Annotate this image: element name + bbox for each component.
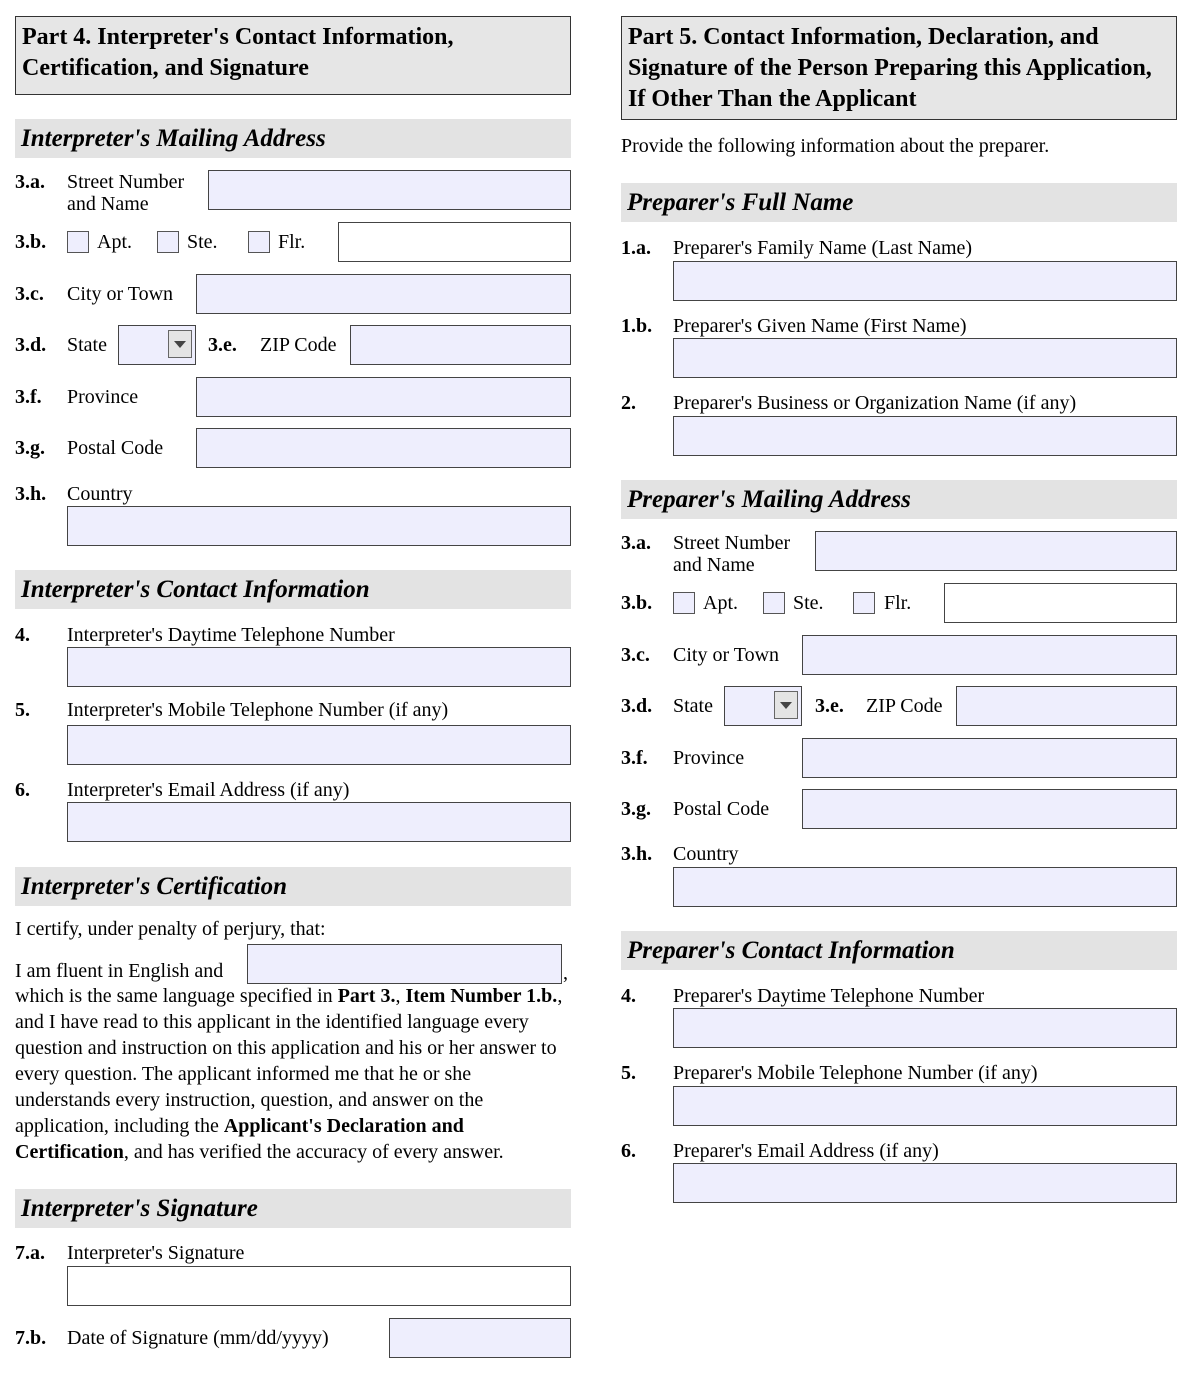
p5-q4-num: 4. xyxy=(621,985,636,1007)
q7b-num: 7.b. xyxy=(15,1327,47,1349)
preparer-province-input[interactable] xyxy=(802,738,1177,778)
p5-q3h-num: 3.h. xyxy=(621,843,653,865)
p5-q6-num: 6. xyxy=(621,1140,636,1162)
q3f-label: Province xyxy=(67,386,139,408)
preparer-zip-input[interactable] xyxy=(956,686,1177,726)
preparer-country-input[interactable] xyxy=(673,867,1177,907)
preparer-daytime-phone-input[interactable] xyxy=(673,1008,1177,1048)
q3d-num: 3.d. xyxy=(15,334,47,356)
p5-q2-label: Preparer's Business or Organization Name (if any) xyxy=(673,392,1077,414)
interpreter-country-input[interactable] xyxy=(67,506,571,546)
p5-q1b-num: 1.b. xyxy=(621,315,653,337)
preparer-given-name-input[interactable] xyxy=(673,338,1177,378)
q3a-num: 3.a. xyxy=(15,171,45,193)
p5-flr-label: Flr. xyxy=(884,592,912,614)
p5-q2-num: 2. xyxy=(621,392,636,414)
interpreter-ste-checkbox[interactable] xyxy=(157,231,179,253)
part5-intro: Provide the following information about the preparer. xyxy=(621,135,1050,157)
interpreter-mailing-header: Interpreter's Mailing Address xyxy=(15,119,571,158)
q4-num: 4. xyxy=(15,624,30,646)
p5-q3b-num: 3.b. xyxy=(621,592,653,614)
p5-q3d-num: 3.d. xyxy=(621,695,653,717)
q3g-label: Postal Code xyxy=(67,437,164,459)
interpreter-signature-date-input[interactable] xyxy=(389,1318,571,1358)
chevron-down-icon[interactable] xyxy=(168,330,192,358)
p5-q3a-num: 3.a. xyxy=(621,532,651,554)
interpreter-daytime-phone-input[interactable] xyxy=(67,647,571,687)
fluent-prefix: I am fluent in English and xyxy=(15,960,224,982)
q3c-num: 3.c. xyxy=(15,283,44,305)
p5-q6-label: Preparer's Email Address (if any) xyxy=(673,1140,939,1162)
chevron-down-icon[interactable] xyxy=(774,691,798,719)
interpreter-province-input[interactable] xyxy=(196,377,571,417)
preparer-name-header: Preparer's Full Name xyxy=(621,183,1177,222)
q5-num: 5. xyxy=(15,699,30,721)
preparer-email-input[interactable] xyxy=(673,1163,1177,1203)
preparer-mobile-phone-input[interactable] xyxy=(673,1086,1177,1126)
q3g-num: 3.g. xyxy=(15,437,45,459)
interpreter-signature-input[interactable] xyxy=(67,1266,571,1306)
certification-intro: I certify, under penalty of perjury, that: xyxy=(15,918,326,940)
preparer-flr-checkbox[interactable] xyxy=(853,592,875,614)
p5-q3e-num: 3.e. xyxy=(815,695,844,717)
q3b-num: 3.b. xyxy=(15,231,47,253)
preparer-city-input[interactable] xyxy=(802,635,1177,675)
interpreter-street-input[interactable] xyxy=(208,170,571,210)
p5-q3h-label: Country xyxy=(673,843,739,865)
fluent-comma: , xyxy=(563,962,568,984)
interpreter-state-select[interactable] xyxy=(118,325,196,365)
p5-apt-label: Apt. xyxy=(703,592,738,614)
certification-text: which is the same language specified in Part 3., Item Number 1.b., and I have read to this applicant in the identified language every question and instruction on this application and his or her answer to every question. The applicant informed me that he or she understands every instruction, question, and answer on the application, including the Applicant's Declaration and Certification, and has verified the accuracy of every answer. xyxy=(15,985,563,1163)
preparer-business-name-input[interactable] xyxy=(673,416,1177,456)
p5-q1a-num: 1.a. xyxy=(621,237,651,259)
p5-q3g-label: Postal Code xyxy=(673,798,770,820)
p5-q4-label: Preparer's Daytime Telephone Number xyxy=(673,985,985,1007)
interpreter-signature-header: Interpreter's Signature xyxy=(15,1189,571,1228)
q3a-label: Street Number and Name xyxy=(67,171,185,215)
interpreter-contact-header: Interpreter's Contact Information xyxy=(15,570,571,609)
q4-label: Interpreter's Daytime Telephone Number xyxy=(67,624,395,646)
apt-label: Apt. xyxy=(97,231,132,253)
p5-q3c-num: 3.c. xyxy=(621,644,650,666)
p5-q1a-label: Preparer's Family Name (Last Name) xyxy=(673,237,973,259)
preparer-ste-checkbox[interactable] xyxy=(763,592,785,614)
preparer-apt-checkbox[interactable] xyxy=(673,592,695,614)
preparer-family-name-input[interactable] xyxy=(673,261,1177,301)
p5-q3c-label: City or Town xyxy=(673,644,780,666)
q7a-label: Interpreter's Signature xyxy=(67,1242,245,1264)
p5-q5-label: Preparer's Mobile Telephone Number (if any) xyxy=(673,1062,1038,1084)
q3f-num: 3.f. xyxy=(15,386,42,408)
preparer-state-select[interactable] xyxy=(724,686,802,726)
p5-q5-num: 5. xyxy=(621,1062,636,1084)
preparer-mailing-header: Preparer's Mailing Address xyxy=(621,480,1177,519)
interpreter-language-input[interactable] xyxy=(247,944,562,984)
q6-num: 6. xyxy=(15,779,30,801)
interpreter-flr-checkbox[interactable] xyxy=(248,231,270,253)
flr-label: Flr. xyxy=(278,231,306,253)
q7a-num: 7.a. xyxy=(15,1242,45,1264)
q7b-label: Date of Signature (mm/dd/yyyy) xyxy=(67,1327,329,1349)
preparer-street-input[interactable] xyxy=(815,531,1177,571)
preparer-unit-number-input[interactable] xyxy=(944,583,1177,623)
interpreter-mobile-phone-input[interactable] xyxy=(67,725,571,765)
q3h-num: 3.h. xyxy=(15,483,47,505)
interpreter-city-input[interactable] xyxy=(196,274,571,314)
interpreter-unit-number-input[interactable] xyxy=(338,222,571,262)
interpreter-email-input[interactable] xyxy=(67,802,571,842)
p5-ste-label: Ste. xyxy=(793,592,824,614)
interpreter-postal-code-input[interactable] xyxy=(196,428,571,468)
interpreter-certification-header: Interpreter's Certification xyxy=(15,867,571,906)
ste-label: Ste. xyxy=(187,231,218,253)
p5-q3a-label: Street Number and Name xyxy=(673,532,791,576)
interpreter-apt-checkbox[interactable] xyxy=(67,231,89,253)
q6-label: Interpreter's Email Address (if any) xyxy=(67,779,350,801)
part4-title: Part 4. Interpreter's Contact Information, Certification, and Signature xyxy=(15,16,571,95)
interpreter-zip-input[interactable] xyxy=(350,325,571,365)
q3d-label: State xyxy=(67,334,107,356)
q3e-num: 3.e. xyxy=(208,334,237,356)
q3e-label: ZIP Code xyxy=(260,334,337,356)
preparer-contact-header: Preparer's Contact Information xyxy=(621,931,1177,970)
part5-title: Part 5. Contact Information, Declaration, and Signature of the Person Preparing this Application, If Other Than the Applicant xyxy=(621,16,1177,120)
q3h-label: Country xyxy=(67,483,133,505)
p5-q3f-label: Province xyxy=(673,747,745,769)
p5-q3d-label: State xyxy=(673,695,713,717)
p5-q3e-label: ZIP Code xyxy=(866,695,943,717)
p5-q3f-num: 3.f. xyxy=(621,747,648,769)
preparer-postal-code-input[interactable] xyxy=(802,789,1177,829)
q5-label: Interpreter's Mobile Telephone Number (if any) xyxy=(67,699,449,721)
p5-q1b-label: Preparer's Given Name (First Name) xyxy=(673,315,967,337)
p5-q3g-num: 3.g. xyxy=(621,798,651,820)
q3c-label: City or Town xyxy=(67,283,174,305)
